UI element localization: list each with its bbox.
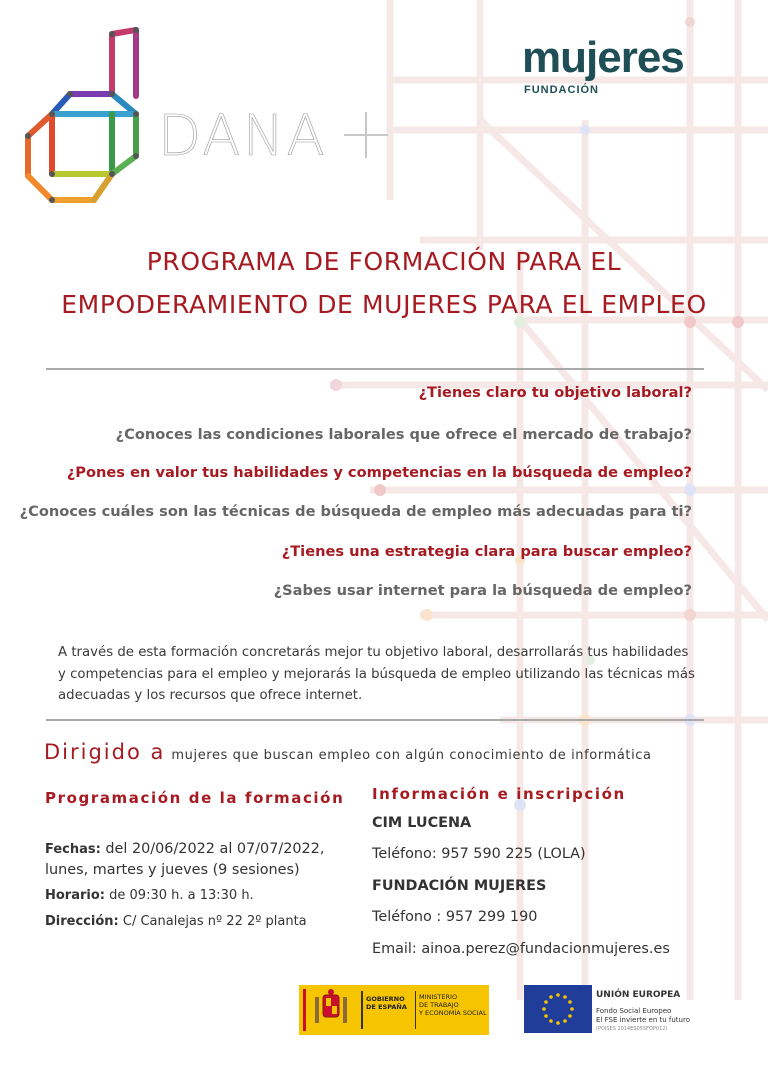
union-europea-logo bbox=[524, 985, 734, 1035]
programacion-heading: Programación de la formación bbox=[45, 789, 345, 807]
fundacion-logo-subtext: FUNDACIÓN bbox=[524, 84, 599, 96]
target-text: mujeres que buscan empleo con algún conocimiento de informática bbox=[171, 748, 652, 763]
direccion-value: C/ Canalejas nº 22 2º planta bbox=[122, 914, 307, 929]
question-3: ¿Pones en valor tus habilidades y competencias en la búsqueda de empleo? bbox=[66, 464, 692, 481]
coat-of-arms-icon bbox=[303, 989, 359, 1031]
fechas-line bbox=[45, 841, 324, 857]
ue-line2: El FSE invierte en tu futuro bbox=[596, 1016, 690, 1024]
divider-bottom bbox=[46, 719, 704, 721]
page-title-line2: EMPODERAMIENTO DE MUJERES PARA EL EMPLEO bbox=[61, 290, 707, 319]
question-4: ¿Conoces cuáles son las técnicas de búsqueda de empleo más adecuadas para ti? bbox=[19, 503, 692, 520]
contact-email[interactable]: Email: ainoa.perez@fundacionmujeres.es bbox=[372, 941, 670, 957]
program-description: A través de esta formación concretarás mejor tu objetivo laboral, desarrollarás tus habilidades y competencias para el empleo y mejorarás la búsqueda de empleo utilizando las técnicas más adecuadas y los recursos que ofrece internet. bbox=[58, 645, 695, 703]
plus-icon bbox=[344, 110, 388, 160]
direccion-label: Dirección: bbox=[45, 914, 119, 929]
question-5: ¿Tienes una estrategia clara para buscar empleo? bbox=[281, 543, 692, 560]
dana-logo-text: DANA bbox=[158, 104, 327, 169]
page-title-line1: PROGRAMA DE FORMACIÓN PARA EL bbox=[146, 247, 622, 276]
gobierno-text: GOBIERNO DE ESPAÑA bbox=[366, 995, 407, 1011]
question-6: ¿Sabes usar internet para la búsqueda de empleo? bbox=[273, 582, 692, 599]
ue-line3: (POISES 2014ES05SFOP012) bbox=[596, 1026, 668, 1032]
ministerio-text: MINISTERIO DE TRABAJO Y ECONOMÍA SOCIAL bbox=[419, 993, 487, 1017]
cim-phone[interactable]: Teléfono: 957 590 225 (LOLA) bbox=[372, 846, 586, 862]
dana-logo-icon bbox=[22, 24, 148, 208]
cim-name: CIM LUCENA bbox=[372, 815, 472, 831]
divider-top bbox=[46, 368, 704, 370]
fechas-days: lunes, martes y jueves (9 sesiones) bbox=[45, 862, 300, 878]
question-1: ¿Tienes claro tu objetivo laboral? bbox=[418, 384, 692, 401]
fundacion-phone[interactable]: Teléfono : 957 299 190 bbox=[372, 909, 538, 925]
question-2: ¿Conoces las condiciones laborales que ofrece el mercado de trabajo? bbox=[115, 426, 692, 443]
horario-label: Horario: bbox=[45, 888, 105, 903]
fechas-label: Fechas: bbox=[45, 842, 101, 857]
informacion-heading: Información e inscripción bbox=[372, 785, 626, 803]
gobierno-logo bbox=[299, 985, 489, 1035]
horario-line bbox=[45, 888, 254, 903]
ue-line1: Fondo Social Europeo bbox=[596, 1007, 672, 1015]
target-label: Dirigido a bbox=[44, 740, 166, 764]
target-audience bbox=[44, 740, 652, 764]
direccion-line bbox=[45, 914, 307, 929]
fechas-value: del 20/06/2022 al 07/07/2022, bbox=[105, 841, 325, 857]
fundacion-name: FUNDACIÓN MUJERES bbox=[372, 878, 547, 894]
ue-title: UNIÓN EUROPEA bbox=[596, 990, 681, 1000]
horario-value: de 09:30 h. a 13:30 h. bbox=[109, 888, 254, 903]
fundacion-mujeres-logo: mujeres bbox=[522, 33, 684, 82]
eu-flag-icon bbox=[524, 985, 592, 1033]
